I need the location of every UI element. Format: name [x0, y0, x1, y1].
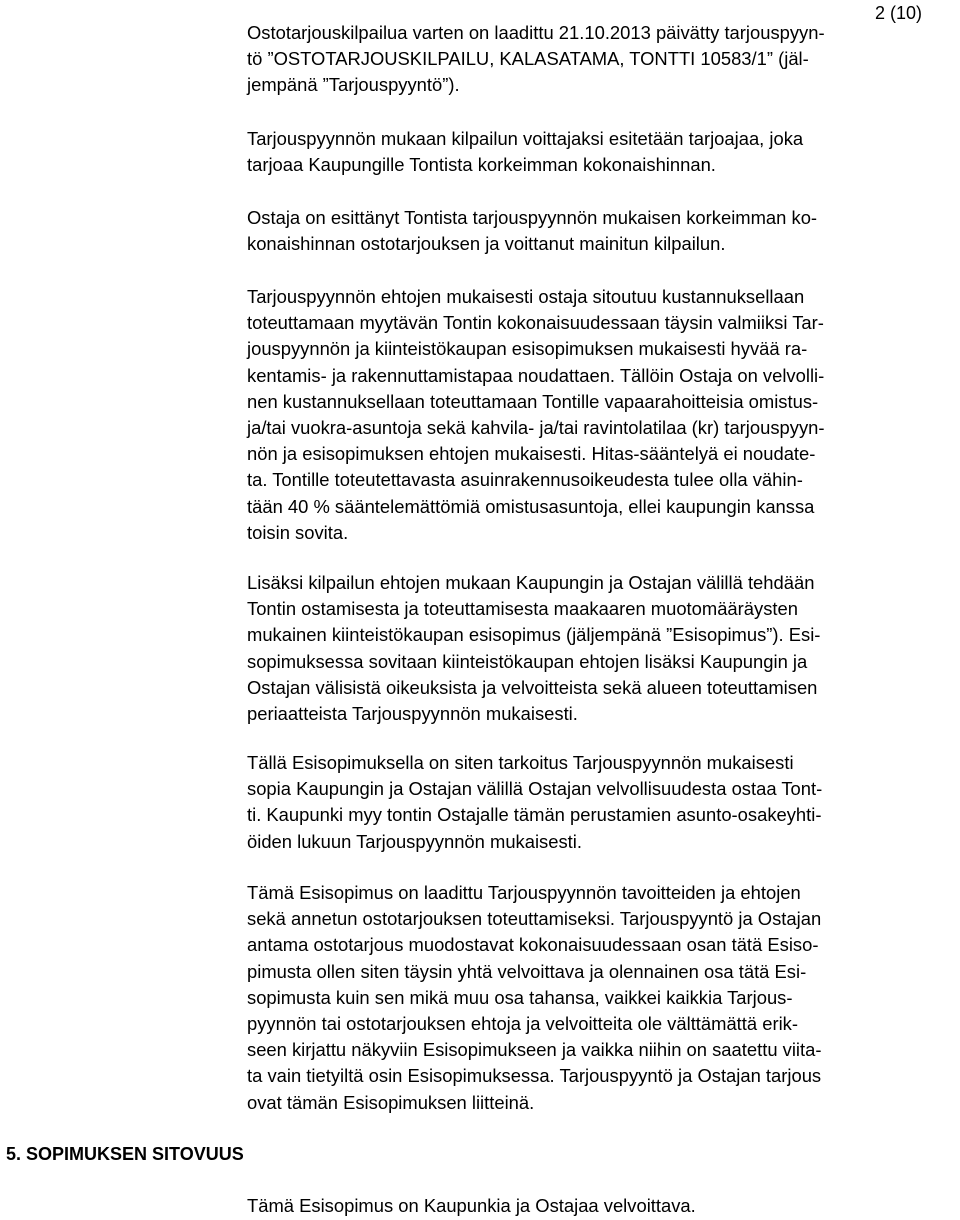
- text-line: nen kustannuksellaan toteuttamaan Tontille vapaarahoitteisia omistus-: [247, 390, 819, 412]
- text-line: tarjoaa Kaupungille Tontista korkeimman kokonaishinnan.: [247, 154, 716, 176]
- text-line: mukainen kiinteistökaupan esisopimus (jäljempänä ”Esisopimus”). Esi-: [247, 624, 821, 646]
- text-line: konaishinnan ostotarjouksen ja voittanut mainitun kilpailun.: [247, 233, 726, 255]
- text-line: toteuttamaan myytävän Tontin kokonaisuudessaan täysin valmiiksi Tar-: [247, 312, 824, 334]
- paragraph-buyer-offer: [247, 205, 951, 257]
- text-line: tö ”OSTOTARJOUSKILPAILU, KALASATAMA, TONTTI 10583/1” (jäl-: [247, 48, 809, 70]
- text-line: Tarjouspyynnön ehtojen mukaisesti ostaja sitoutuu kustannuksellaan: [247, 286, 805, 307]
- text-line: tään 40 % sääntelemättömiä omistusasuntoja, ellei kaupungin kanssa: [247, 495, 815, 517]
- paragraph-buyer-obligations: [247, 284, 951, 546]
- paragraph-purpose: [247, 750, 951, 855]
- text-line: pyynnön tai ostotarjouksen ehtoja ja velvoitteita ole välttämättä erik-: [247, 1013, 799, 1035]
- text-line: Ostajan välisistä oikeuksista ja velvoitteista sekä alueen toteuttamisen: [247, 676, 818, 698]
- text-line: ta vain tietyiltä osin Esisopimuksessa. Tarjouspyyntö ja Ostajan tarjous: [247, 1065, 822, 1087]
- section-text: [247, 1193, 951, 1219]
- text-line: Tämä Esisopimus on Kaupunkia ja Ostajaa velvoittava.: [247, 1195, 696, 1216]
- text-line: sekä annetun ostotarjouksen toteuttamiseksi. Tarjouspyyntö ja Ostajan: [247, 908, 822, 930]
- text-line: nön ja esisopimuksen ehtojen mukaisesti. Hitas-sääntelyä ei noudate-: [247, 443, 816, 465]
- text-line: Tontin ostamisesta ja toteuttamisesta maakaaren muotomääräysten: [247, 598, 798, 620]
- text-line: Tarjouspyynnön mukaan kilpailun voittajaksi esitetään tarjoajaa, joka: [247, 128, 804, 149]
- paragraph-preliminary-agreement: [247, 570, 951, 727]
- text-line: Ostaja on esittänyt Tontista tarjouspyynnön mukaisen korkeimman ko-: [247, 207, 818, 228]
- text-line: öiden lukuun Tarjouspyynnön mukaisesti.: [247, 830, 582, 852]
- text-line: Tällä Esisopimuksella on siten tarkoitus Tarjouspyynnön mukaisesti: [247, 752, 794, 773]
- text-line: Lisäksi kilpailun ehtojen mukaan Kaupungin ja Ostajan välillä tehdään: [247, 572, 815, 593]
- text-line: Tämä Esisopimus on laadittu Tarjouspyynnön tavoitteiden ja ehtojen: [247, 882, 801, 903]
- text-line: kentamis- ja rakennuttamistapaa noudattaen. Tällöin Ostaja on velvolli-: [247, 364, 825, 386]
- text-line: periaatteista Tarjouspyynnön mukaisesti.: [247, 703, 578, 725]
- text-line: sopia Kaupungin ja Ostajan välillä Ostajan velvollisuudesta ostaa Tont-: [247, 778, 823, 800]
- text-line: ovat tämän Esisopimuksen liitteinä.: [247, 1091, 535, 1113]
- text-line: Ostotarjouskilpailua varten on laadittu 21.10.2013 päivätty tarjouspyyn-: [247, 22, 825, 43]
- text-line: jempänä ”Tarjouspyyntö”).: [247, 74, 460, 96]
- text-line: ti. Kaupunki myy tontin Ostajalle tämän perustamien asunto-osakeyhti-: [247, 804, 822, 826]
- text-line: sopimusta kuin sen mikä muu osa tahansa, vaikkei kaikkia Tarjous-: [247, 986, 793, 1008]
- text-line: sopimuksessa sovitaan kiinteistökaupan ehtojen lisäksi Kaupungin ja: [247, 650, 808, 672]
- text-line: pimusta ollen siten täysin yhtä velvoittava ja olennainen osa tätä Esi-: [247, 960, 807, 982]
- text-line: jouspyynnön ja kiinteistökaupan esisopimuksen mukaisesti hyvää ra-: [247, 338, 808, 360]
- paragraph-attachments: [247, 880, 951, 1116]
- text-line: antama ostotarjous muodostavat kokonaisuudessaan osan tätä Esiso-: [247, 934, 819, 956]
- text-line: ta. Tontille toteutettavasta asuinrakennusoikeudesta tulee olla vähin-: [247, 469, 803, 491]
- paragraph-intro: [247, 20, 951, 99]
- page-number: 2 (10): [874, 3, 922, 23]
- text-line: ja/tai vuokra-asuntoja sekä kahvila- ja/tai ravintolatilaa (kr) tarjouspyyn-: [247, 417, 825, 439]
- text-line: toisin sovita.: [247, 521, 349, 543]
- section-heading: 5. SOPIMUKSEN SITOVUUS: [6, 1144, 244, 1164]
- paragraph-winner-criteria: [247, 126, 951, 178]
- text-line: seen kirjattu näkyviin Esisopimukseen ja vaikka niihin on saatettu viita-: [247, 1039, 822, 1061]
